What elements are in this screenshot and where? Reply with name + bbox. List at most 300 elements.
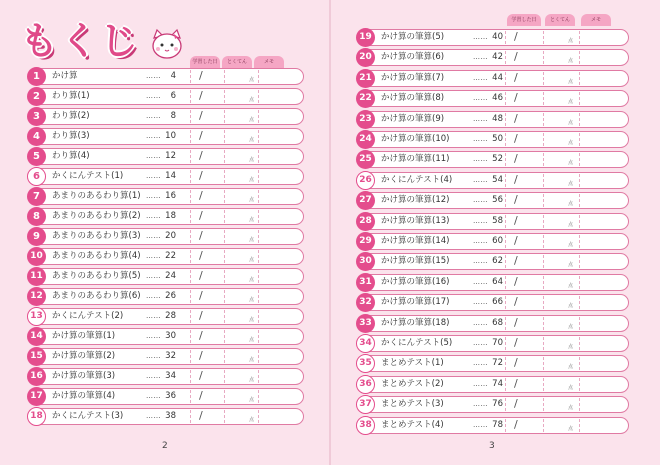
- score-field[interactable]: [543, 296, 576, 309]
- date-slash: /: [199, 349, 203, 362]
- date-slash: /: [514, 417, 518, 431]
- lesson-title: かけ算の筆算(15): [381, 256, 450, 267]
- memo-field[interactable]: [258, 330, 299, 343]
- toc-row[interactable]: [28, 268, 304, 285]
- leader-dots: ……: [473, 196, 488, 205]
- date-slash: /: [514, 70, 518, 84]
- score-unit: 点: [567, 344, 573, 350]
- lesson-title: まとめテスト(4): [381, 419, 444, 430]
- date-slash: /: [514, 234, 518, 247]
- score-field[interactable]: [224, 370, 257, 383]
- page-reference: 42: [492, 52, 503, 63]
- toc-row[interactable]: [357, 90, 629, 107]
- date-slash: /: [199, 89, 203, 102]
- study-date-field[interactable]: [505, 378, 538, 391]
- leader-dots: ……: [146, 172, 161, 180]
- toc-row[interactable]: [28, 408, 304, 425]
- study-date-field[interactable]: [505, 194, 538, 207]
- toc-row[interactable]: [357, 70, 629, 87]
- study-date-field[interactable]: [190, 150, 223, 163]
- page-reference: 26: [165, 291, 176, 301]
- lesson-number-badge: 1: [27, 67, 46, 86]
- leader-dots: ……: [146, 272, 161, 280]
- score-unit: 点: [248, 297, 254, 303]
- toc-row[interactable]: [357, 111, 629, 128]
- score-field[interactable]: [224, 90, 257, 103]
- score-field[interactable]: [224, 210, 257, 223]
- memo-field[interactable]: [258, 270, 299, 283]
- toc-row[interactable]: [357, 192, 629, 209]
- lesson-title: かくにんテスト(2): [52, 311, 124, 321]
- score-unit: 点: [248, 397, 254, 403]
- lesson-title: かけ算の筆算(9): [381, 113, 445, 124]
- toc-row[interactable]: [28, 248, 304, 265]
- study-date-field[interactable]: [190, 370, 223, 383]
- date-slash: /: [199, 329, 203, 342]
- toc-row[interactable]: [28, 328, 304, 345]
- date-slash: /: [199, 189, 203, 202]
- study-date-field[interactable]: [190, 170, 223, 183]
- page-reference: 68: [492, 317, 503, 328]
- score-field[interactable]: [543, 31, 576, 44]
- score-field[interactable]: [224, 70, 257, 83]
- memo-field[interactable]: [579, 296, 620, 309]
- page-reference: 54: [492, 174, 503, 185]
- page-title: もくじ: [20, 19, 141, 63]
- date-slash: /: [514, 315, 518, 329]
- score-field[interactable]: [224, 170, 257, 183]
- page-reference: 32: [165, 351, 176, 361]
- study-date-field[interactable]: [190, 190, 223, 203]
- score-unit: 点: [567, 221, 573, 228]
- lesson-number-badge: 32: [356, 293, 375, 312]
- lesson-number-badge: 15: [27, 347, 46, 366]
- page-reference: 70: [492, 338, 503, 348]
- score-field[interactable]: [543, 398, 576, 411]
- leader-dots: ……: [146, 212, 161, 220]
- toc-row[interactable]: [28, 288, 304, 305]
- page-reference: 14: [165, 171, 176, 181]
- page-number-left: 2: [162, 441, 168, 451]
- score-field[interactable]: [543, 255, 576, 268]
- memo-field[interactable]: [258, 130, 299, 143]
- lesson-title: かけ算の筆算(11): [381, 154, 450, 165]
- memo-field[interactable]: [258, 150, 299, 163]
- memo-field[interactable]: [258, 190, 299, 203]
- page-reference: 78: [492, 419, 503, 430]
- lesson-title: あまりのあるわり算(5): [52, 271, 141, 281]
- lesson-number-badge: 4: [27, 127, 46, 146]
- memo-field[interactable]: [579, 357, 620, 370]
- study-date-field[interactable]: [505, 31, 538, 44]
- page-reference: 30: [165, 331, 176, 341]
- leader-dots: ……: [146, 92, 161, 100]
- date-slash: /: [514, 111, 518, 125]
- study-date-field[interactable]: [190, 350, 223, 363]
- score-unit: 点: [567, 38, 573, 44]
- lesson-number-badge: 36: [356, 375, 375, 394]
- toc-row[interactable]: [28, 128, 304, 145]
- date-slash: /: [514, 376, 518, 390]
- date-slash: /: [199, 129, 203, 142]
- date-slash: /: [514, 254, 518, 268]
- memo-field[interactable]: [258, 290, 299, 303]
- leader-dots: ……: [473, 379, 488, 388]
- lesson-number-badge: 38: [356, 416, 375, 435]
- lesson-number-badge: 29: [356, 232, 375, 251]
- leader-dots: ……: [473, 257, 488, 266]
- date-slash: /: [514, 295, 518, 309]
- study-date-field[interactable]: [190, 90, 223, 103]
- toc-row[interactable]: [357, 233, 629, 250]
- study-date-field[interactable]: [505, 317, 538, 330]
- lesson-title: かけ算の筆算(12): [381, 195, 450, 206]
- score-field[interactable]: [224, 130, 257, 143]
- date-slash: /: [199, 149, 203, 162]
- lesson-number-badge: 19: [356, 28, 375, 47]
- memo-field[interactable]: [258, 410, 299, 423]
- page-reference: 16: [165, 191, 176, 201]
- lesson-title: かくにんテスト(3): [52, 411, 124, 421]
- study-date-field[interactable]: [190, 70, 223, 83]
- toc-row[interactable]: [28, 68, 304, 85]
- date-slash: /: [199, 69, 203, 82]
- score-field[interactable]: [224, 230, 257, 243]
- study-date-field[interactable]: [190, 270, 223, 283]
- score-field[interactable]: [224, 290, 257, 303]
- memo-field[interactable]: [258, 390, 299, 403]
- toc-row[interactable]: [357, 213, 629, 230]
- memo-field[interactable]: [258, 110, 299, 123]
- study-date-field[interactable]: [190, 110, 223, 123]
- memo-field[interactable]: [258, 350, 299, 363]
- score-unit: 点: [567, 119, 573, 126]
- toc-row[interactable]: [357, 29, 629, 46]
- score-unit: 点: [248, 197, 254, 203]
- score-field[interactable]: [224, 190, 257, 203]
- toc-row[interactable]: [28, 228, 304, 245]
- memo-field[interactable]: [258, 210, 299, 223]
- score-field[interactable]: [543, 51, 576, 64]
- memo-field[interactable]: [579, 337, 620, 350]
- lesson-title: かけ算の筆算(16): [381, 276, 450, 287]
- score-field[interactable]: [224, 310, 257, 323]
- score-field[interactable]: [543, 378, 576, 391]
- study-date-field[interactable]: [190, 390, 223, 403]
- lesson-number-badge: 33: [356, 314, 375, 333]
- study-date-field[interactable]: [505, 337, 538, 350]
- lesson-title: わり算(3): [52, 131, 90, 141]
- study-date-field[interactable]: [505, 51, 538, 64]
- score-field[interactable]: [543, 419, 576, 432]
- score-unit: 点: [248, 277, 254, 283]
- header-date: 学習した日: [190, 56, 220, 68]
- leader-dots: ……: [473, 400, 488, 409]
- score-field[interactable]: [543, 337, 576, 350]
- score-field[interactable]: [543, 92, 576, 105]
- score-unit: 点: [567, 425, 573, 432]
- study-date-field[interactable]: [190, 130, 223, 143]
- score-unit: 点: [248, 77, 254, 83]
- lesson-number-badge: 12: [27, 287, 46, 306]
- header-score: とくてん: [222, 56, 252, 68]
- page-reference: 4: [170, 71, 176, 81]
- lesson-title: あまりのあるわり算(3): [52, 231, 141, 241]
- right-page: [331, 0, 660, 465]
- page-number-right: 3: [489, 441, 495, 451]
- lesson-title: かけ算: [52, 71, 78, 81]
- study-date-field[interactable]: [505, 215, 538, 228]
- date-slash: /: [514, 356, 518, 370]
- memo-field[interactable]: [579, 276, 620, 289]
- lesson-number-badge: 9: [27, 227, 46, 246]
- toc-row[interactable]: [357, 151, 629, 168]
- score-unit: 点: [567, 364, 573, 371]
- score-unit: 点: [248, 417, 254, 423]
- page-reference: 36: [165, 391, 176, 401]
- memo-field[interactable]: [579, 317, 620, 330]
- memo-field[interactable]: [258, 170, 299, 183]
- toc-row[interactable]: [28, 88, 304, 105]
- toc-row[interactable]: [357, 355, 629, 372]
- memo-field[interactable]: [258, 250, 299, 263]
- lesson-number-badge: 27: [356, 191, 375, 210]
- score-unit: 点: [567, 405, 573, 412]
- score-unit: 点: [567, 180, 573, 187]
- score-unit: 点: [248, 97, 254, 103]
- date-slash: /: [199, 269, 203, 282]
- study-date-field[interactable]: [505, 153, 538, 166]
- toc-row[interactable]: [357, 335, 629, 352]
- memo-field[interactable]: [579, 31, 620, 44]
- study-date-field[interactable]: [505, 174, 538, 187]
- score-field[interactable]: [543, 317, 576, 330]
- page-reference: 64: [492, 276, 503, 287]
- toc-row[interactable]: [357, 315, 629, 332]
- leader-dots: ……: [473, 420, 488, 429]
- toc-row[interactable]: [28, 208, 304, 225]
- date-slash: /: [514, 172, 518, 186]
- date-slash: /: [199, 289, 203, 302]
- memo-field[interactable]: [579, 153, 620, 166]
- lesson-number-badge: 5: [27, 147, 46, 166]
- score-field[interactable]: [224, 150, 257, 163]
- study-date-field[interactable]: [505, 398, 538, 411]
- study-date-field[interactable]: [190, 290, 223, 303]
- header-score-right: とくてん: [545, 14, 575, 26]
- lesson-number-badge: 31: [356, 273, 375, 292]
- lesson-number-badge: 10: [27, 247, 46, 266]
- lesson-number-badge: 37: [356, 395, 375, 414]
- score-unit: 点: [248, 377, 254, 383]
- score-field[interactable]: [543, 153, 576, 166]
- memo-field[interactable]: [579, 92, 620, 105]
- date-slash: /: [514, 132, 518, 145]
- toc-row[interactable]: [357, 131, 629, 148]
- study-date-field[interactable]: [505, 133, 538, 146]
- score-field[interactable]: [543, 133, 576, 146]
- score-unit: 点: [248, 137, 254, 143]
- lesson-title: かくにんテスト(1): [52, 171, 124, 181]
- memo-field[interactable]: [579, 113, 620, 126]
- score-field[interactable]: [224, 390, 257, 403]
- toc-row[interactable]: [28, 148, 304, 165]
- score-unit: 点: [248, 337, 254, 343]
- lesson-number-badge: 16: [27, 367, 46, 386]
- score-field[interactable]: [543, 235, 576, 248]
- study-date-field[interactable]: [505, 296, 538, 309]
- study-date-field[interactable]: [505, 357, 538, 370]
- study-date-field[interactable]: [505, 235, 538, 248]
- toc-row[interactable]: [357, 417, 629, 434]
- leader-dots: ……: [146, 372, 161, 380]
- date-slash: /: [199, 249, 203, 262]
- study-date-field[interactable]: [505, 92, 538, 105]
- page-reference: 66: [492, 297, 503, 308]
- score-field[interactable]: [224, 250, 257, 263]
- score-field[interactable]: [543, 215, 576, 228]
- date-slash: /: [514, 30, 518, 43]
- score-field[interactable]: [224, 330, 257, 343]
- lesson-number-badge: 13: [27, 307, 46, 326]
- lesson-number-badge: 30: [356, 252, 375, 271]
- lesson-number-badge: 23: [356, 110, 375, 129]
- study-date-field[interactable]: [505, 255, 538, 268]
- date-slash: /: [199, 309, 203, 322]
- leader-dots: ……: [473, 73, 488, 82]
- score-field[interactable]: [543, 276, 576, 289]
- page-reference: 44: [492, 72, 503, 83]
- score-unit: 点: [248, 237, 254, 243]
- score-field[interactable]: [543, 113, 576, 126]
- score-field[interactable]: [224, 350, 257, 363]
- date-slash: /: [514, 152, 518, 166]
- study-date-field[interactable]: [190, 210, 223, 223]
- lesson-title: かけ算の筆算(6): [381, 52, 445, 63]
- memo-field[interactable]: [579, 419, 620, 432]
- page-reference: 40: [492, 32, 503, 42]
- study-date-field[interactable]: [505, 113, 538, 126]
- score-unit: 点: [248, 217, 254, 223]
- leader-dots: ……: [473, 114, 488, 123]
- memo-field[interactable]: [258, 90, 299, 103]
- page-reference: 8: [170, 111, 176, 121]
- score-unit: 点: [248, 117, 254, 123]
- lesson-title: かけ算の筆算(4): [52, 391, 116, 401]
- score-field[interactable]: [543, 174, 576, 187]
- lesson-title: かけ算の筆算(1): [52, 331, 116, 341]
- toc-row[interactable]: [28, 108, 304, 125]
- toc-row[interactable]: [357, 253, 629, 270]
- study-date-field[interactable]: [505, 419, 538, 432]
- toc-row[interactable]: [28, 188, 304, 205]
- memo-field[interactable]: [579, 398, 620, 411]
- page-reference: 58: [492, 215, 503, 226]
- toc-row[interactable]: [28, 348, 304, 365]
- toc-row[interactable]: [357, 172, 629, 189]
- left-page: [0, 0, 329, 465]
- header-memo-right: メモ: [581, 14, 611, 26]
- lesson-number-badge: 20: [356, 48, 375, 67]
- study-date-field[interactable]: [190, 410, 223, 423]
- toc-row[interactable]: [28, 308, 304, 325]
- study-date-field[interactable]: [505, 276, 538, 289]
- page-reference: 22: [165, 251, 176, 261]
- toc-row[interactable]: [357, 396, 629, 413]
- toc-row[interactable]: [357, 49, 629, 66]
- memo-field[interactable]: [579, 72, 620, 85]
- toc-row[interactable]: [357, 294, 629, 311]
- score-unit: 点: [248, 357, 254, 363]
- memo-field[interactable]: [579, 215, 620, 228]
- lesson-number-badge: 26: [356, 171, 375, 190]
- lesson-title: かけ算の筆算(13): [381, 215, 450, 226]
- score-field[interactable]: [543, 357, 576, 370]
- page-reference: 74: [492, 378, 503, 389]
- memo-field[interactable]: [579, 378, 620, 391]
- date-slash: /: [199, 369, 203, 382]
- page-reference: 46: [492, 93, 503, 104]
- memo-field[interactable]: [258, 70, 299, 83]
- leader-dots: ……: [473, 237, 488, 245]
- date-slash: /: [199, 389, 203, 402]
- toc-row[interactable]: [357, 274, 629, 291]
- page-reference: 28: [165, 311, 176, 321]
- score-unit: 点: [248, 157, 254, 163]
- date-slash: /: [514, 397, 518, 411]
- toc-row[interactable]: [357, 376, 629, 393]
- memo-field[interactable]: [579, 255, 620, 268]
- study-date-field[interactable]: [190, 250, 223, 263]
- lesson-title: わり算(2): [52, 111, 90, 121]
- memo-field[interactable]: [579, 133, 620, 146]
- score-unit: 点: [567, 140, 573, 146]
- score-field[interactable]: [224, 270, 257, 283]
- lesson-title: まとめテスト(3): [381, 399, 444, 410]
- leader-dots: ……: [473, 339, 488, 347]
- leader-dots: ……: [473, 359, 488, 368]
- study-date-field[interactable]: [190, 230, 223, 243]
- memo-field[interactable]: [579, 174, 620, 187]
- toc-row[interactable]: [28, 368, 304, 385]
- date-slash: /: [514, 50, 518, 64]
- score-unit: 点: [567, 99, 573, 106]
- toc-row[interactable]: [28, 168, 304, 185]
- toc-row[interactable]: [28, 388, 304, 405]
- memo-field[interactable]: [579, 235, 620, 248]
- memo-field[interactable]: [579, 194, 620, 207]
- memo-field[interactable]: [579, 51, 620, 64]
- leader-dots: ……: [146, 232, 161, 240]
- page-reference: 20: [165, 231, 176, 241]
- score-field[interactable]: [543, 194, 576, 207]
- memo-field[interactable]: [258, 370, 299, 383]
- lesson-title: かくにんテスト(4): [381, 174, 453, 185]
- score-field[interactable]: [224, 110, 257, 123]
- lesson-title: かけ算の筆算(10): [381, 134, 450, 144]
- score-unit: 点: [248, 257, 254, 263]
- page-reference: 10: [165, 131, 176, 141]
- score-field[interactable]: [543, 72, 576, 85]
- score-field[interactable]: [224, 410, 257, 423]
- study-date-field[interactable]: [505, 72, 538, 85]
- leader-dots: ……: [146, 312, 161, 320]
- memo-field[interactable]: [258, 310, 299, 323]
- lesson-number-badge: 35: [356, 354, 375, 373]
- study-date-field[interactable]: [190, 330, 223, 343]
- memo-field[interactable]: [258, 230, 299, 243]
- study-date-field[interactable]: [190, 310, 223, 323]
